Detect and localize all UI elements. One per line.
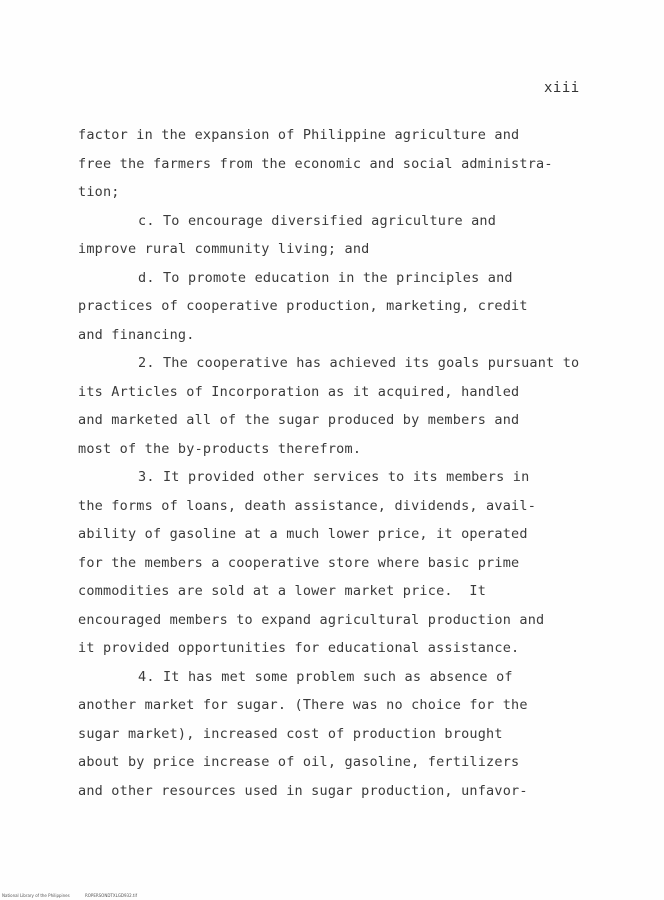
text-line: it provided opportunities for educational assistance. [78,640,520,656]
text-line: the forms of loans, death assistance, dividends, avail- [78,497,537,514]
page-number: xiii [544,80,580,96]
text-line: encouraged members to expand agricultural production and [78,611,545,628]
footer-library: National Library of the Philippines [2,893,70,898]
text-line: and financing. [78,326,195,343]
text-line: improve rural community living; and [78,241,370,257]
text-line: 4. It has met some problem such as absence of [138,668,513,685]
text-line: and marketed all of the sugar produced by members and [78,412,520,428]
body-text [78,121,638,805]
footer [2,893,137,898]
text-line: 3. It provided other services to its members in [138,469,530,485]
text-line: free the farmers from the economic and social administra- [78,155,553,172]
text-line: sugar market), increased cost of production brought [78,725,503,742]
footer-code: ROPERSONDTXLGD932.tif [85,893,137,898]
text-line: practices of cooperative production, marketing, credit [78,298,528,314]
text-line: tion; [78,184,120,200]
text-line: factor in the expansion of Philippine agriculture and [78,127,520,143]
text-line: commodities are sold at a lower market price. It [78,583,487,599]
text-line: ability of gasoline at a much lower price, it operated [78,526,528,542]
text-line: another market for sugar. (There was no choice for the [78,697,528,713]
text-line: 2. The cooperative has achieved its goals pursuant to [138,355,580,371]
text-line: d. To promote education in the principles and [138,269,513,286]
text-line: about by price increase of oil, gasoline, fertilizers [78,754,520,770]
text-line: its Articles of Incorporation as it acquired, handled [78,383,520,400]
text-line: c. To encourage diversified agriculture and [138,212,497,229]
text-line: for the members a cooperative store where basic prime [78,554,520,571]
text-line: and other resources used in sugar production, unfavor- [78,782,528,799]
text-line: most of the by-products therefrom. [78,440,362,457]
